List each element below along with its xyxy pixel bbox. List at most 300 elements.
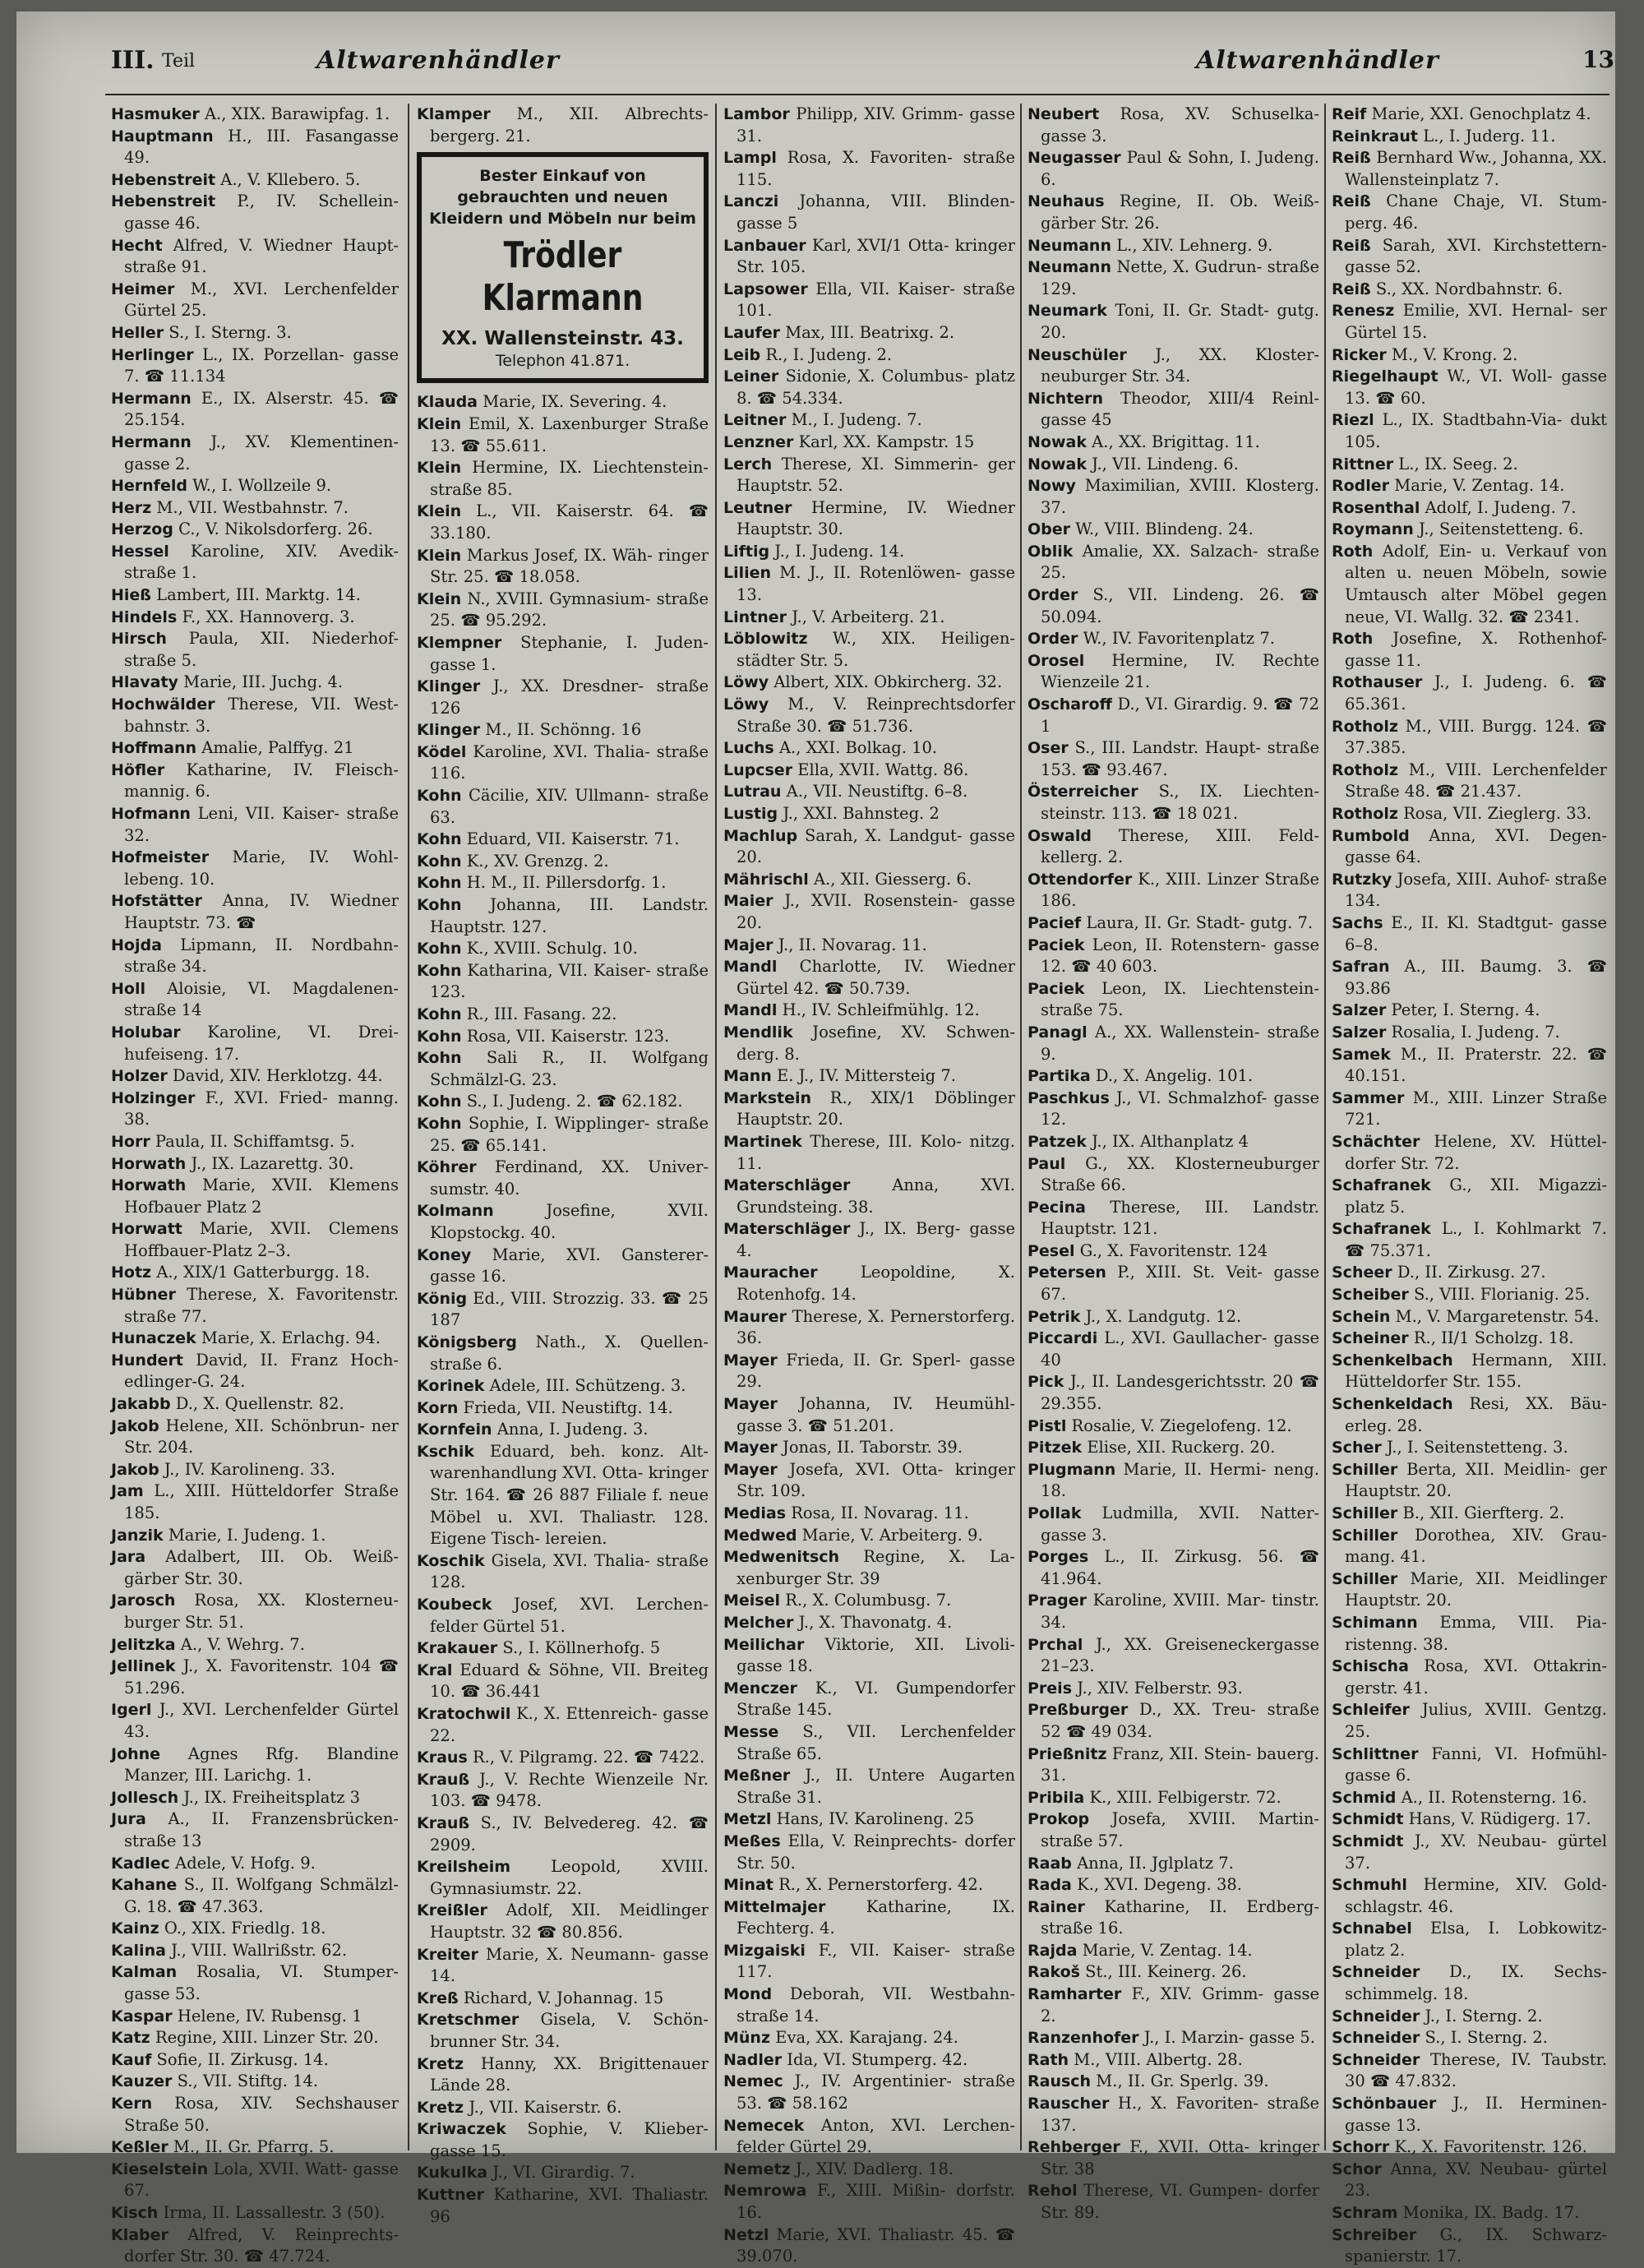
- entry-surname: Schreiber: [1332, 2225, 1417, 2244]
- entry-details: Elsa, I. Lobkowitz- platz 2.: [1345, 1919, 1607, 1960]
- directory-entry: [723, 1831, 1015, 1874]
- entry-surname: Markstein: [723, 1088, 812, 1107]
- entry-surname: Horwatt: [111, 1220, 182, 1239]
- entry-details: H., III. Fasangasse 49.: [124, 126, 399, 168]
- entry-details: Helene, XV. Hüttel- dorfer Str. 72.: [1345, 1131, 1608, 1173]
- entry-details: Paula, XII. Niederhof- straße 5.: [124, 629, 399, 670]
- entry-details: E., II. Kl. Stadtgut- gasse 6–8.: [1345, 912, 1607, 954]
- entry-surname: Herz: [111, 498, 152, 517]
- entry-surname: Korinek: [417, 1377, 485, 1396]
- entry-details: J., XXI. Bahnsteg. 2: [783, 804, 940, 823]
- directory-entry: [417, 2009, 709, 2053]
- entry-details: W., VI. Woll- gasse 13. ☎ 60.: [1345, 367, 1608, 408]
- directory-entry: [1332, 1961, 1607, 2005]
- column-4: [1028, 104, 1320, 2222]
- entry-surname: Preßburger: [1028, 1701, 1129, 1720]
- entry-surname: Meilichar: [723, 1635, 805, 1654]
- entry-details: Eduard & Söhne, VII. Breiteg 10. ☎ 36.441: [430, 1660, 709, 1702]
- entry-details: Cäcilie, XIV. Ullmann- straße 63.: [430, 786, 709, 827]
- entry-surname: Medwenitsch: [723, 1548, 840, 1567]
- entry-details: W., XIX. Heiligen- städter Str. 5.: [737, 629, 1015, 670]
- directory-entry: [1028, 191, 1319, 234]
- entry-surname: Reinkraut: [1332, 127, 1418, 146]
- directory-entry: [417, 1550, 709, 1594]
- entry-details: A., III. Baumg. 3. ☎ 93.86: [1345, 957, 1607, 998]
- entry-surname: Lilien: [723, 564, 772, 583]
- column-2: [417, 104, 709, 2226]
- entry-details: Anna, II. Jglplatz 7.: [1077, 1853, 1234, 1873]
- directory-entry: [417, 1900, 709, 1943]
- entry-surname: Paschkus: [1028, 1088, 1110, 1107]
- entry-surname: Köhrer: [417, 1158, 477, 1177]
- entry-details: Helene, IV. Rubensg. 1: [177, 2006, 363, 2025]
- entry-surname: Hindels: [111, 607, 178, 626]
- directory-entry: [1028, 235, 1319, 257]
- entry-details: Katharine, II. Erdberg- straße 16.: [1041, 1896, 1320, 1938]
- entry-details: Leopoldine, X. Rotenhofg. 14.: [737, 1263, 1015, 1305]
- entry-surname: Rehberger: [1028, 2138, 1120, 2157]
- entry-surname: Plugmann: [1028, 1460, 1116, 1479]
- entry-surname: Mauracher: [723, 1263, 818, 1282]
- entry-details: Leopold, XVIII. Gymnasiumstr. 22.: [430, 1857, 709, 1898]
- directory-entry: [723, 1022, 1015, 1065]
- entry-details: S., IX. Liechten- steinstr. 113. ☎ 18 021.: [1041, 782, 1319, 823]
- directory-entry: [723, 1088, 1015, 1131]
- directory-entry: [723, 1065, 1015, 1088]
- entry-details: Regine, II. Ob. Weiß- gärber Str. 26.: [1041, 192, 1320, 233]
- entry-surname: Hochwälder: [111, 695, 215, 714]
- entry-details: Hans, V. Rüdigerg. 17.: [1408, 1809, 1591, 1829]
- entry-surname: Majer: [723, 935, 774, 954]
- directory-entry: [1028, 737, 1319, 781]
- directory-entry: [111, 432, 399, 475]
- directory-entry: [723, 1546, 1015, 1590]
- entry-surname: Rotholz: [1332, 717, 1398, 736]
- entry-details: M., VIII. Albertg. 28.: [1074, 2049, 1243, 2069]
- entry-surname: Paul: [1028, 1154, 1066, 1173]
- entry-surname: Prager: [1028, 1591, 1087, 1610]
- entry-surname: Hermann: [111, 432, 192, 451]
- directory-entry: [111, 2224, 399, 2268]
- entry-surname: Neuschüler: [1028, 345, 1127, 364]
- entry-surname: Rosenthal: [1332, 498, 1420, 517]
- directory-entry: [417, 2097, 709, 2119]
- directory-entry: [1028, 1699, 1319, 1743]
- directory-entry: [417, 1988, 709, 2010]
- entry-details: Hermine, IX. Liechtenstein- straße 85.: [430, 458, 709, 499]
- entry-details: J., X. Landgutg. 12.: [1085, 1306, 1242, 1326]
- entry-details: Therese, III. Kolo- nitzg. 11.: [737, 1131, 1015, 1173]
- entry-details: Deborah, VII. Westbahn- straße 14.: [737, 1984, 1015, 2025]
- entry-details: Rosa, X. Favoriten- straße 115.: [737, 148, 1015, 189]
- directory-entry: [723, 1393, 1015, 1437]
- entry-details: J., V. Rechte Wienzeile Nr. 103. ☎ 9478.: [430, 1769, 709, 1811]
- directory-entry: [111, 672, 399, 694]
- entry-surname: Mendlik: [723, 1023, 793, 1042]
- directory-entry: [111, 1853, 399, 1875]
- directory-entry: [1332, 1393, 1607, 1437]
- entry-surname: Reiß: [1332, 149, 1371, 168]
- entry-details: M., II. Gr. Sperlg. 39.: [1096, 2072, 1269, 2091]
- directory-entry: [417, 501, 709, 544]
- entry-surname: Order: [1028, 630, 1078, 649]
- entry-details: L., XVI. Gaullacher- gasse 40: [1041, 1328, 1319, 1370]
- directory-entry: [1028, 1940, 1319, 1962]
- directory-entry: [111, 1218, 399, 1262]
- directory-entry: [111, 126, 399, 169]
- directory-entry: [723, 1306, 1015, 1350]
- entry-details: Monika, IX. Badg. 17.: [1402, 2203, 1580, 2222]
- entry-details: F., XX. Hannoverg. 3.: [182, 607, 355, 626]
- entry-surname: Klinger: [417, 721, 481, 740]
- entry-surname: Medwed: [723, 1526, 797, 1545]
- entry-surname: Holubar: [111, 1023, 181, 1042]
- entry-surname: Kieselstein: [111, 2159, 209, 2178]
- entry-surname: Kohn: [417, 896, 462, 915]
- directory-entry: [417, 1245, 709, 1288]
- directory-entry: [111, 1699, 399, 1743]
- entry-details: Bernhard Ww., Johanna, XX. Wallensteinplatz 7.: [1345, 148, 1607, 189]
- directory-entry: [723, 1262, 1015, 1305]
- advert-tagline: Bester Einkauf von gebrauchten und neuen Kleidern und Möbeln nur beim: [429, 167, 696, 229]
- entry-surname: Jakob: [111, 1460, 159, 1479]
- entry-details: Sophie, I. Wipplinger- straße 25. ☎ 65.141.: [430, 1113, 709, 1155]
- directory-entry: [111, 2006, 399, 2028]
- entry-details: Rosalia, VI. Stumper- gasse 53.: [124, 1962, 399, 2004]
- directory-entry: [723, 1350, 1015, 1393]
- directory-entry: [1028, 519, 1319, 541]
- advert-address: XX. Wallensteinstr. 43.: [441, 328, 684, 350]
- entry-details: Karoline, VI. Drei- hufeiseng. 17.: [124, 1022, 399, 1064]
- entry-details: Ella, XVII. Wattg. 86.: [797, 760, 969, 779]
- directory-entry: [111, 1459, 399, 1481]
- entry-surname: Johne: [111, 1744, 161, 1763]
- entry-details: S., II. Wolfgang Schmälzl-G. 18. ☎ 47.363.: [124, 1875, 399, 1916]
- entry-surname: Krauß: [417, 1770, 470, 1789]
- directory-entry: [723, 760, 1015, 782]
- directory-entry: [111, 344, 399, 388]
- directory-entry: [417, 2162, 709, 2184]
- directory-entry: [723, 147, 1015, 191]
- entry-surname: Lustig: [723, 805, 778, 823]
- entry-details: J., II. Novarag. 11.: [778, 935, 927, 954]
- advert-shop-name: Trödler Klarmann: [482, 234, 644, 320]
- entry-surname: Nowy: [1028, 477, 1076, 496]
- entry-details: Agnes Rfg. Blandine Manzer, III. Larichg. 1.: [124, 1744, 399, 1785]
- directory-entry: [417, 676, 709, 719]
- entry-details: J., XVII. Rosenstein- gasse 20.: [737, 891, 1016, 932]
- entry-details: R., V. Pilgramg. 22. ☎ 7422.: [472, 1748, 705, 1767]
- directory-entry: [111, 1065, 399, 1088]
- directory-entry: [111, 279, 399, 322]
- entry-surname: Katz: [111, 2029, 150, 2048]
- entry-details: J., VI. Schmalzhof- gasse 12.: [1041, 1088, 1319, 1129]
- entry-details: J., X. Thavonatg. 4.: [798, 1612, 953, 1632]
- entry-surname: Kohn: [417, 1049, 462, 1068]
- directory-entry: [1332, 541, 1607, 628]
- directory-entry: [1332, 519, 1607, 541]
- directory-entry: [723, 2159, 1015, 2181]
- directory-entry: [1028, 475, 1319, 519]
- directory-entry: [723, 1678, 1015, 1721]
- directory-entry: [111, 1787, 399, 1809]
- directory-entry: [417, 1944, 709, 1988]
- entry-surname: Kohn: [417, 830, 462, 849]
- directory-entry: [111, 1480, 399, 1524]
- directory-entry: [111, 191, 399, 234]
- entry-surname: Rakoš: [1028, 1963, 1080, 1982]
- directory-entry: [1028, 694, 1319, 737]
- entry-surname: Holl: [111, 979, 145, 998]
- entry-surname: Nowak: [1028, 455, 1087, 473]
- entry-surname: Jakob: [111, 1416, 159, 1435]
- directory-entry: [111, 737, 399, 760]
- entry-details: W., IV. Favoritenplatz 7.: [1083, 629, 1275, 649]
- entry-surname: Ricker: [1332, 345, 1387, 364]
- entry-surname: Salzer: [1332, 1001, 1387, 1020]
- entry-surname: König: [417, 1289, 468, 1308]
- entry-details: Lambert, III. Marktg. 14.: [156, 585, 361, 605]
- entry-details: J., I. Judeng. 6. ☎ 65.361.: [1345, 672, 1607, 714]
- entry-details: David, II. Franz Hoch- edlinger-G. 24.: [124, 1350, 399, 1392]
- directory-entry: [111, 1262, 399, 1284]
- directory-entry: [111, 1153, 399, 1176]
- entry-details: Anna, IV. Wiedner Hauptstr. 73. ☎: [124, 891, 399, 932]
- entry-details: G., X. Favoritenstr. 124: [1079, 1240, 1268, 1260]
- entry-surname: Schächter: [1332, 1132, 1420, 1151]
- entry-surname: Ranzenhofer: [1028, 2029, 1139, 2048]
- entry-details: J., II. Landesgerichtsstr. 20 ☎ 29.355.: [1041, 1372, 1319, 1414]
- entry-details: Regine, XIII. Linzer Str. 20.: [155, 2028, 379, 2048]
- directory-entry: [723, 541, 1015, 563]
- entry-surname: Neubert: [1028, 105, 1100, 123]
- entry-surname: Riezl: [1332, 411, 1374, 430]
- entry-surname: Schlittner: [1332, 1744, 1419, 1763]
- entry-surname: Leitner: [723, 411, 787, 430]
- entry-surname: Porges: [1028, 1548, 1089, 1567]
- directory-entry: [417, 1747, 709, 1769]
- entry-surname: Mährischl: [723, 870, 809, 889]
- directory-entry: [111, 2049, 399, 2072]
- directory-entry: [1332, 1175, 1607, 1218]
- advert-phone: Telephon 41.871.: [495, 351, 630, 370]
- directory-entry: [723, 1175, 1015, 1218]
- entry-details: W., I. Wollzeile 9.: [192, 476, 332, 496]
- entry-details: Frieda, VII. Neustiftg. 14.: [463, 1397, 673, 1417]
- entry-details: K., XVIII. Schulg. 10.: [466, 939, 638, 958]
- directory-entry: [1332, 454, 1607, 476]
- entry-details: Marie, V. Zentag. 14.: [1394, 476, 1565, 496]
- entry-details: D., XX. Treu- straße 52 ☎ 49 034.: [1041, 1700, 1319, 1741]
- directory-entry: [1332, 1328, 1607, 1350]
- directory-entry: [417, 1703, 709, 1747]
- entry-surname: Mayer: [723, 1351, 778, 1370]
- entry-details: Rosa, VII. Zieglerg. 33.: [1403, 804, 1592, 823]
- directory-entry: [723, 432, 1015, 454]
- directory-entry: [417, 545, 709, 589]
- directory-entry: [417, 1594, 709, 1637]
- directory-entry: [417, 1419, 709, 1441]
- entry-surname: Kreiter: [417, 1945, 478, 1964]
- entry-surname: Hojda: [111, 935, 162, 954]
- directory-entry: [111, 1546, 399, 1590]
- entry-details: Rosa, XV. Schuselka- gasse 3.: [1041, 104, 1319, 146]
- directory-entry: [111, 803, 399, 847]
- directory-entry: [111, 2136, 399, 2159]
- entry-surname: Reiß: [1332, 192, 1371, 211]
- entry-surname: Heimer: [111, 279, 175, 298]
- entry-details: H., IV. Schleifmühlg. 12.: [782, 1000, 980, 1020]
- entry-details: F., VII. Kaiser- straße 117.: [737, 1940, 1015, 1982]
- entry-surname: Hessel: [111, 542, 169, 561]
- directory-entry: [417, 960, 709, 1004]
- entry-surname: Neuhaus: [1028, 192, 1105, 211]
- directory-entry: [111, 2027, 399, 2049]
- entry-details: E. J., IV. Mittersteig 7.: [776, 1066, 956, 1086]
- entry-details: G., IX. Schwarz- spanierstr. 17.: [1345, 2224, 1607, 2266]
- directory-entry: [1028, 2136, 1319, 2180]
- entry-details: Anna, XVI. Grundsteing. 38.: [737, 1176, 1015, 1217]
- entry-surname: Rodler: [1332, 477, 1390, 496]
- directory-entry: [111, 322, 399, 344]
- directory-entry: [111, 1175, 399, 1218]
- entry-details: L., IX. Stadtbahn-Via- dukt 105.: [1345, 410, 1607, 451]
- directory-entry: [1332, 2224, 1607, 2268]
- entry-details: D., VI. Girardig. 9. ☎ 72 1: [1041, 695, 1319, 736]
- entry-details: Rosa, XX. Klosterneu- burger Str. 51.: [124, 1591, 399, 1632]
- entry-details: Eva, XX. Karajang. 24.: [775, 2028, 958, 2048]
- directory-entry: [1332, 760, 1607, 803]
- entry-details: A., XIX/1 Gatterburgg. 18.: [156, 1263, 371, 1282]
- entry-surname: Rutzky: [1332, 870, 1392, 889]
- entry-surname: Schneider: [1332, 1963, 1420, 1982]
- entry-surname: Materschläger: [723, 1220, 851, 1239]
- entry-surname: Krauß: [417, 1813, 470, 1832]
- entry-surname: Ramharter: [1028, 1985, 1122, 2004]
- directory-entry: [723, 1525, 1015, 1547]
- entry-details: L., I. Kohlmarkt 7. ☎ 75.371.: [1345, 1219, 1607, 1260]
- directory-entry: [723, 1896, 1015, 1940]
- entry-details: M., VIII. Burgg. 124. ☎ 37.385.: [1345, 716, 1607, 758]
- directory-entry: [1332, 1088, 1607, 1131]
- entry-surname: Metzl: [723, 1810, 772, 1829]
- directory-entry: [111, 1284, 399, 1328]
- directory-entry: [723, 737, 1015, 760]
- entry-surname: Schimann: [1332, 1613, 1418, 1632]
- directory-entry: [417, 1375, 709, 1397]
- entry-details: M., II. Schönng. 16: [485, 720, 642, 740]
- directory-entry: [723, 1940, 1015, 1984]
- entry-surname: Hirsch: [111, 630, 167, 649]
- entry-details: Amalie, Palffyg. 21: [201, 738, 354, 758]
- entry-details: W., VIII. Blindeng. 24.: [1075, 520, 1254, 539]
- column-divider: [408, 104, 409, 2150]
- entry-details: Marie, V. Arbeiterg. 9.: [801, 1525, 983, 1545]
- entry-details: K., VI. Gumpendorfer Straße 145.: [737, 1678, 1015, 1720]
- directory-entry: [1332, 1459, 1607, 1503]
- entry-details: J., X. Favoritenstr. 104 ☎ 51.296.: [124, 1656, 399, 1698]
- directory-entry: [1332, 1787, 1607, 1809]
- entry-surname: Roth: [1332, 542, 1374, 561]
- entry-surname: Janzik: [111, 1526, 164, 1545]
- entry-surname: Raab: [1028, 1854, 1072, 1873]
- entry-details: Gisela, V. Schön- brunner Str. 34.: [430, 2010, 709, 2051]
- entry-details: L., I. Juderg. 11.: [1423, 126, 1556, 146]
- entry-surname: Mayer: [723, 1439, 778, 1457]
- directory-entry: [1332, 147, 1607, 191]
- entry-surname: Scher: [1332, 1439, 1382, 1457]
- entry-surname: Kainz: [111, 1919, 159, 1938]
- entry-details: Marie, XII. Meidlinger Hauptstr. 20.: [1345, 1568, 1607, 1610]
- entry-surname: Schenkeldach: [1332, 1395, 1453, 1414]
- entry-surname: Rausch: [1028, 2072, 1092, 2091]
- directory-entry: [111, 1656, 399, 1699]
- directory-page: [16, 12, 1615, 2266]
- entry-surname: Lanczi: [723, 192, 779, 211]
- entry-surname: Schor: [1332, 2159, 1382, 2178]
- entry-details: Rosa, XVI. Ottakrin- gerstr. 41.: [1345, 1656, 1607, 1698]
- directory-entry: [111, 978, 399, 1022]
- entry-details: Adele, III. Schützeng. 3.: [489, 1376, 686, 1396]
- directory-entry: [111, 1940, 399, 1962]
- directory-entry: [1028, 432, 1319, 454]
- entry-details: Josefa, XVI. Otta- kringer Str. 109.: [737, 1459, 1015, 1501]
- entry-details: Therese, VII. West- bahnstr. 3.: [124, 695, 399, 736]
- entry-details: R., I. Judeng. 2.: [765, 344, 893, 364]
- entry-details: Ida, VI. Stumperg. 42.: [787, 2049, 968, 2069]
- directory-entry: [1332, 2093, 1607, 2136]
- directory-entry: [723, 2049, 1015, 2072]
- directory-entry: [1028, 1022, 1319, 1065]
- directory-entry: [417, 2118, 709, 2162]
- directory-entry: [1332, 300, 1607, 344]
- directory-entry: [1028, 2093, 1319, 2136]
- directory-entry: [723, 1765, 1015, 1808]
- entry-surname: Rainer: [1028, 1897, 1085, 1916]
- directory-entry: [111, 1131, 399, 1153]
- directory-entry: [111, 541, 399, 584]
- entry-surname: Klamper: [417, 105, 491, 123]
- entry-surname: Rotholz: [1332, 760, 1398, 779]
- entry-details: Sarah, XVI. Kirchstettern- gasse 52.: [1345, 235, 1608, 277]
- directory-entry: [1332, 1262, 1607, 1284]
- directory-entry: [1332, 366, 1607, 409]
- entry-details: J., Seitenstetteng. 6.: [1418, 520, 1584, 539]
- entry-surname: Meßner: [723, 1767, 791, 1785]
- entry-details: J., VII. Kaiserstr. 6.: [469, 2097, 622, 2117]
- entry-surname: Kral: [417, 1661, 453, 1679]
- entry-surname: Reiß: [1332, 279, 1371, 298]
- entry-surname: Jollesch: [111, 1788, 179, 1807]
- entry-details: L., IX. Seeg. 2.: [1398, 454, 1518, 473]
- directory-entry: [1028, 541, 1319, 584]
- column-1: [111, 104, 399, 2266]
- entry-details: Hans, IV. Karolineng. 25: [776, 1809, 975, 1829]
- entry-surname: Hasmuker: [111, 105, 200, 123]
- entry-details: M., II. Gr. Pfarrg. 5.: [173, 2137, 335, 2157]
- directory-entry: [1028, 628, 1319, 650]
- directory-entry: [1028, 1197, 1319, 1240]
- directory-entry: [1028, 1459, 1319, 1503]
- entry-details: Marie, XVI. Gansterer- gasse 16.: [430, 1245, 709, 1286]
- entry-surname: Pribila: [1028, 1788, 1085, 1807]
- entry-surname: Scheiber: [1332, 1286, 1409, 1305]
- entry-surname: Neumann: [1028, 236, 1111, 255]
- directory-entry: [111, 1416, 399, 1459]
- entry-details: Julius, XVIII. Gentzg. 25.: [1345, 1700, 1608, 1741]
- directory-entry: [1332, 1306, 1607, 1328]
- directory-entry: [1028, 1065, 1319, 1088]
